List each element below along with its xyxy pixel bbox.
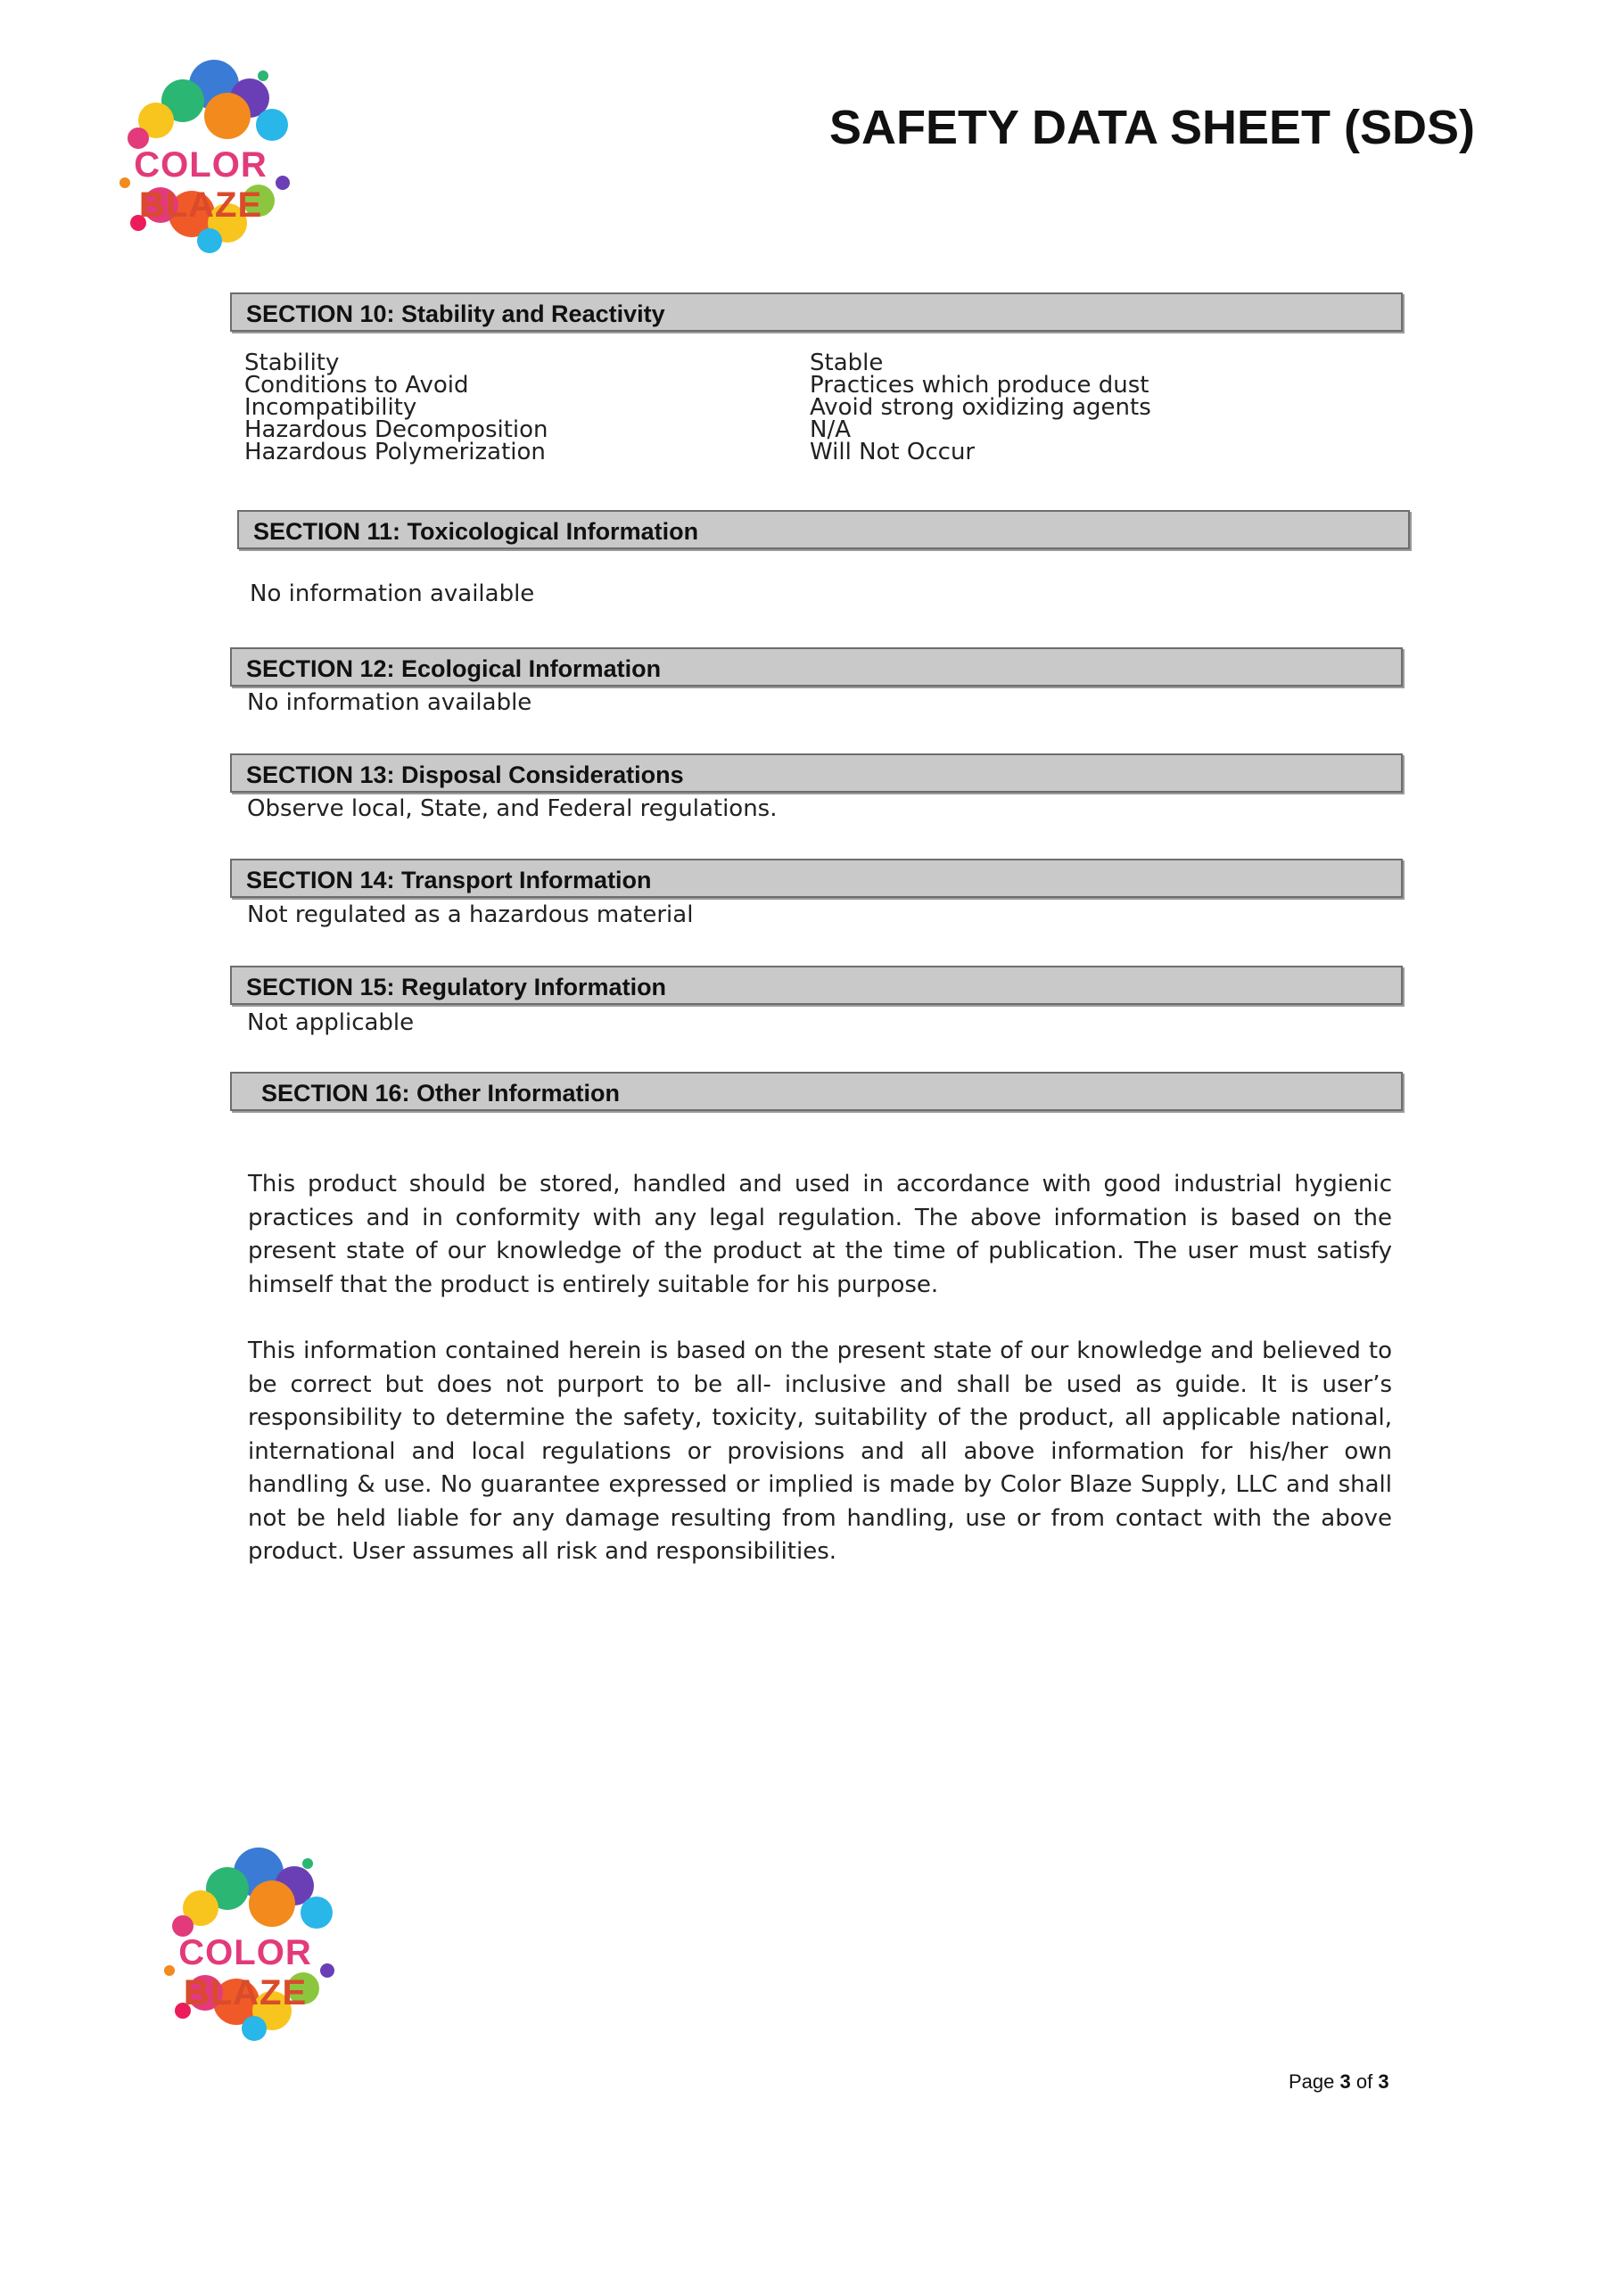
section-16-paragraph-1: This product should be stored, handled and used in accordance with good industrial hygienic practices and in conformity with any legal regulation. The above information is based on the present state of our knowledge of the product at the time of publication. The user must satisfy himself that the product is entirely suitable for his purpose. [248, 1171, 1392, 1298]
decomposition-value: N/A [810, 416, 851, 443]
total-pages: 3 [1378, 2070, 1389, 2093]
document-title: SAFETY DATA SHEET (SDS) [829, 101, 1476, 154]
conditions-label: Conditions to Avoid [244, 372, 469, 399]
brand-wordmark-footer [129, 1933, 361, 2013]
conditions-value: Practices which produce dust [810, 372, 1149, 399]
section-12-text: No information available [247, 689, 532, 716]
stability-label: Stability [244, 350, 340, 376]
incompatibility-value: Avoid strong oxidizing agents [810, 394, 1151, 421]
section-16-heading: SECTION 16: Other Information [230, 1072, 1403, 1111]
section-13-text: Observe local, State, and Federal regulations. [247, 795, 778, 822]
section-14-heading: SECTION 14: Transport Information [230, 859, 1403, 898]
polymerization-label: Hazardous Polymerization [244, 439, 546, 465]
current-page: 3 [1339, 2070, 1351, 2093]
brand-word-color: COLOR [178, 1933, 312, 1972]
brand-logo [85, 49, 317, 272]
section-15-text: Not applicable [247, 1009, 415, 1036]
section-10-values [810, 352, 1151, 464]
section-16-paragraph-2: This information contained herein is based on the present state of our knowledge and believed to be correct but does not purport to be all- inclusive and shall be used as guide. It is user’s responsibility to determine the safety, toxicity, suitability of the product, all applicable national, international and local regulations or provisions and all above information for his/her own handling & use. No guarantee expressed or implied is made by Color Blaze Supply, LLC and shall not be held liable for any damage resulting from handling, use or from contact with the above product. User assumes all risk and responsibilities. [248, 1337, 1392, 1565]
section-11-heading: SECTION 11: Toxicological Information [237, 510, 1410, 549]
section-10-labels [244, 352, 548, 464]
brand-word-blaze: BLAZE [183, 1973, 308, 2012]
incompatibility-label: Incompatibility [244, 394, 417, 421]
section-14-text: Not regulated as a hazardous material [247, 901, 694, 928]
section-13-heading: SECTION 13: Disposal Considerations [230, 753, 1403, 793]
brand-wordmark [85, 145, 317, 226]
section-12-heading: SECTION 12: Ecological Information [230, 647, 1403, 687]
polymerization-value: Will Not Occur [810, 439, 976, 465]
section-15-heading: SECTION 15: Regulatory Information [230, 966, 1403, 1005]
stability-value: Stable [810, 350, 884, 376]
brand-word-color: COLOR [134, 145, 268, 185]
page-number [1289, 2070, 1389, 2094]
section-10-heading: SECTION 10: Stability and Reactivity [230, 292, 1403, 332]
brand-logo-footer [129, 1837, 361, 2060]
page-of: of [1355, 2070, 1373, 2093]
decomposition-label: Hazardous Decomposition [244, 416, 548, 443]
section-11-text: No information available [250, 580, 535, 607]
page-prefix: Page [1289, 2070, 1335, 2093]
brand-word-blaze: BLAZE [138, 185, 263, 225]
